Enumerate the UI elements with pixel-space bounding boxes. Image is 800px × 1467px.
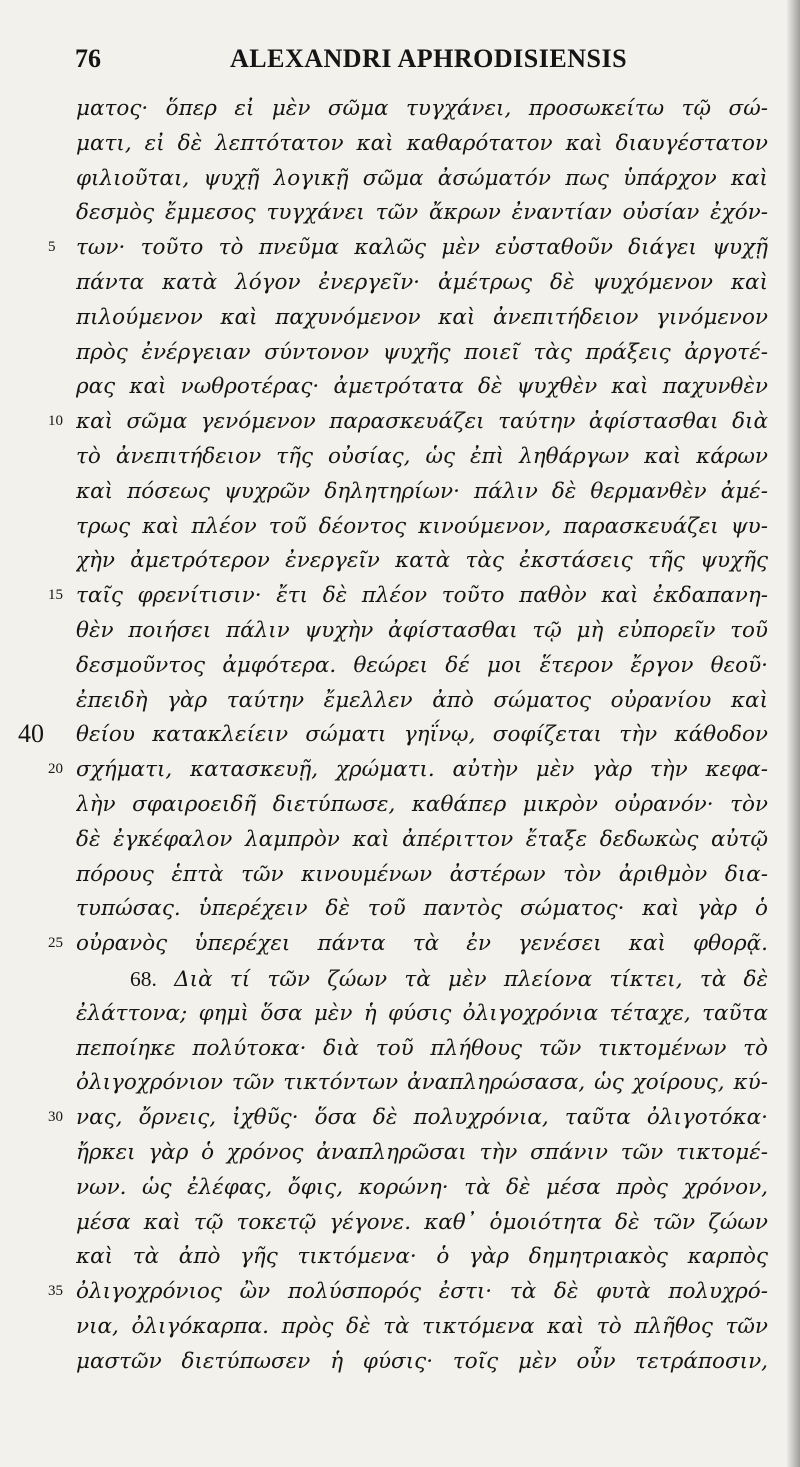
line-text: πόρους ἑπτὰ τῶν κινουμένων ἀστέρων τὸν ἀριθμὸν δια- bbox=[76, 861, 768, 887]
line-text: νας, ὄρνεις, ἰχθῦς· ὅσα δὲ πολυχρόνια, ταῦτα ὀλιγοτόκα· bbox=[76, 1105, 768, 1131]
text-line bbox=[0, 684, 800, 719]
line-text: ὀλιγοχρόνιος ὢν πολύσπορός ἐστι· τὰ δὲ φυτὰ πολυχρό- bbox=[76, 1279, 768, 1305]
line-text: ἤρκει γὰρ ὁ χρόνος ἀναπληρῶσαι τὴν σπάνιν τῶν τικτομέ- bbox=[76, 1139, 768, 1165]
text-line bbox=[0, 1171, 800, 1206]
text-line bbox=[0, 440, 800, 475]
text-line bbox=[0, 231, 800, 266]
text-line bbox=[0, 788, 800, 823]
text-line bbox=[0, 997, 800, 1032]
text-line bbox=[0, 266, 800, 301]
line-text: ταῖς φρενίτισιν· ἔτι δὲ πλέον τοῦτο παθὸν καὶ ἐκδαπανη- bbox=[76, 583, 768, 609]
text-line bbox=[0, 823, 800, 858]
text-line bbox=[0, 336, 800, 371]
text-line bbox=[0, 162, 800, 197]
text-line bbox=[0, 1206, 800, 1241]
section-number: 68. bbox=[130, 966, 157, 991]
line-number: 25 bbox=[48, 935, 63, 952]
text-line bbox=[0, 127, 800, 162]
line-text: χὴν ἀμετρότερον ἐνεργεῖν κατὰ τὰς ἐκστάσεις τῆς ψυχῆς bbox=[76, 548, 768, 574]
page-edge-shadow bbox=[786, 0, 800, 1467]
page-header bbox=[0, 40, 800, 84]
line-text: μέσα καὶ τῷ τοκετῷ γέγονε. καθ᾽ ὁμοιότητα δὲ τῶν ζώων bbox=[76, 1209, 768, 1235]
line-number: 15 bbox=[48, 587, 63, 604]
line-text: θὲν ποιήσει πάλιν ψυχὴν ἀφίστασθαι τῷ μὴ εὐπορεῖν τοῦ bbox=[76, 617, 768, 643]
line-text: ἐπειδὴ γὰρ ταύτην ἔμελλεν ἀπὸ σώματος οὐρανίου καὶ bbox=[76, 687, 768, 713]
line-text: φιλιοῦται, ψυχῇ λογικῇ σῶμα ἀσώματόν πως ὑπάρχον καὶ bbox=[76, 165, 768, 191]
line-text: θείου κατακλείειν σώματι γηΐνῳ, σοφίζεται τὴν κάθοδον bbox=[76, 722, 768, 748]
text-line bbox=[0, 892, 800, 927]
text-line bbox=[0, 1275, 800, 1310]
line-text bbox=[130, 962, 768, 997]
line-number: 30 bbox=[48, 1109, 63, 1126]
section-line-text: Διὰ τί τῶν ζώων τὰ μὲν πλείονα τίκτει, τὰ δὲ bbox=[156, 966, 768, 992]
text-line bbox=[0, 614, 800, 649]
text-line bbox=[0, 1032, 800, 1067]
line-text: τὸ ἀνεπιτήδειον τῆς οὐσίας, ὡς ἐπὶ ληθάργων καὶ κάρων bbox=[76, 443, 768, 469]
text-line bbox=[0, 858, 800, 893]
text-line bbox=[0, 1345, 800, 1380]
page-number: 76 bbox=[75, 44, 101, 73]
text-line bbox=[0, 579, 800, 614]
text-line bbox=[0, 370, 800, 405]
text-line bbox=[0, 1101, 800, 1136]
text-line bbox=[0, 475, 800, 510]
line-text: δὲ ἐγκέφαλον λαμπρὸν καὶ ἀπέριττον ἔταξε δεδωκὼς αὐτῷ bbox=[76, 826, 768, 852]
line-text: σχήματι, κατασκευῇ, χρώματι. αὐτὴν μὲν γὰρ τὴν κεφα- bbox=[76, 757, 768, 783]
text-line bbox=[0, 1136, 800, 1171]
line-text: μαστῶν διετύπωσεν ἡ φύσις· τοῖς μὲν οὖν τετράποσιν, bbox=[76, 1348, 768, 1374]
line-number: 10 bbox=[48, 413, 63, 430]
text-line bbox=[0, 718, 800, 753]
text-line bbox=[0, 544, 800, 579]
line-text: ματι, εἰ δὲ λεπτότατον καὶ καθαρότατον καὶ διαυγέστατον bbox=[76, 130, 768, 156]
line-number: 35 bbox=[48, 1283, 63, 1300]
text-line bbox=[0, 962, 800, 997]
line-text: πιλούμενον καὶ παχυνόμενον καὶ ἀνεπιτήδειον γινόμενον bbox=[76, 304, 768, 330]
text-line bbox=[0, 510, 800, 545]
line-text: καὶ σῶμα γενόμενον παρασκευάζει ταύτην ἀφίστασθαι διὰ bbox=[76, 409, 768, 435]
line-text: νια, ὀλιγόκαρπα. πρὸς δὲ τὰ τικτόμενα καὶ τὸ πλῆθος τῶν bbox=[76, 1313, 768, 1339]
line-text: δεσμὸς ἔμμεσος τυγχάνει τῶν ἄκρων ἐναντίαν οὐσίαν ἐχόν- bbox=[76, 200, 768, 226]
line-text: καὶ πόσεως ψυχρῶν δηλητηρίων· πάλιν δὲ θερμανθὲν ἀμέ- bbox=[76, 478, 768, 504]
line-text: ρας καὶ νωθροτέρας· ἀμετρότατα δὲ ψυχθὲν καὶ παχυνθὲν bbox=[76, 374, 768, 400]
line-text: πρὸς ἐνέργειαν σύντονον ψυχῆς ποιεῖ τὰς πράξεις ἀργοτέ- bbox=[76, 339, 768, 365]
line-text: των· τοῦτο τὸ πνεῦμα καλῶς μὲν εὐσταθοῦν διάγει ψυχῇ bbox=[76, 235, 768, 261]
text-line bbox=[0, 1240, 800, 1275]
line-text: τρως καὶ πλέον τοῦ δέοντος κινούμενον, παρασκευάζει ψυ- bbox=[76, 513, 768, 539]
line-text: πάντα κατὰ λόγον ἐνεργεῖν· ἀμέτρως δὲ ψυχόμενον καὶ bbox=[76, 269, 768, 295]
line-number: 20 bbox=[48, 761, 63, 778]
line-number: 5 bbox=[48, 239, 56, 256]
text-line bbox=[0, 92, 800, 127]
margin-reference-number: 40 bbox=[18, 719, 44, 749]
line-text: δεσμοῦντος ἀμφότερα. θεώρει δέ μοι ἕτερον ἔργον θεοῦ· bbox=[76, 652, 768, 678]
line-text: ὀλιγοχρόνιον τῶν τικτόντων ἀναπληρώσασα, ὡς χοίρους, κύ- bbox=[76, 1070, 768, 1096]
line-text: ἐλάττονα; φημὶ ὅσα μὲν ἡ φύσις ὀλιγοχρόνια τέταχε, ταῦτα bbox=[76, 1000, 768, 1026]
running-title: ALEXANDRI APHRODISIENSIS bbox=[230, 44, 628, 73]
line-text: οὐρανὸς ὑπερέχει πάντα τὰ ἐν γενέσει καὶ φθορᾷ. bbox=[76, 931, 768, 957]
text-line bbox=[0, 301, 800, 336]
line-text: νων. ὡς ἐλέφας, ὄφις, κορώνη· τὰ δὲ μέσα πρὸς χρόνον, bbox=[76, 1174, 768, 1200]
text-line bbox=[0, 196, 800, 231]
text-line bbox=[0, 405, 800, 440]
text-line bbox=[0, 753, 800, 788]
line-text: καὶ τὰ ἀπὸ γῆς τικτόμενα· ὁ γὰρ δημητριακὸς καρπὸς bbox=[76, 1244, 768, 1270]
text-line bbox=[0, 1066, 800, 1101]
text-line bbox=[0, 927, 800, 962]
line-text: τυπώσας. ὑπερέχειν δὲ τοῦ παντὸς σώματος· καὶ γὰρ ὁ bbox=[76, 896, 768, 922]
line-text: πεποίηκε πολύτοκα· διὰ τοῦ πλήθους τῶν τικτομένων τὸ bbox=[76, 1035, 768, 1061]
text-line bbox=[0, 1310, 800, 1345]
text-line bbox=[0, 649, 800, 684]
line-text: ματος· ὅπερ εἰ μὲν σῶμα τυγχάνει, προσωκείτω τῷ σώ- bbox=[76, 96, 768, 121]
line-text: λὴν σφαιροειδῆ διετύπωσε, καθάπερ μικρὸν οὐρανόν· τὸν bbox=[76, 791, 768, 817]
greek-text-body bbox=[0, 92, 800, 1379]
